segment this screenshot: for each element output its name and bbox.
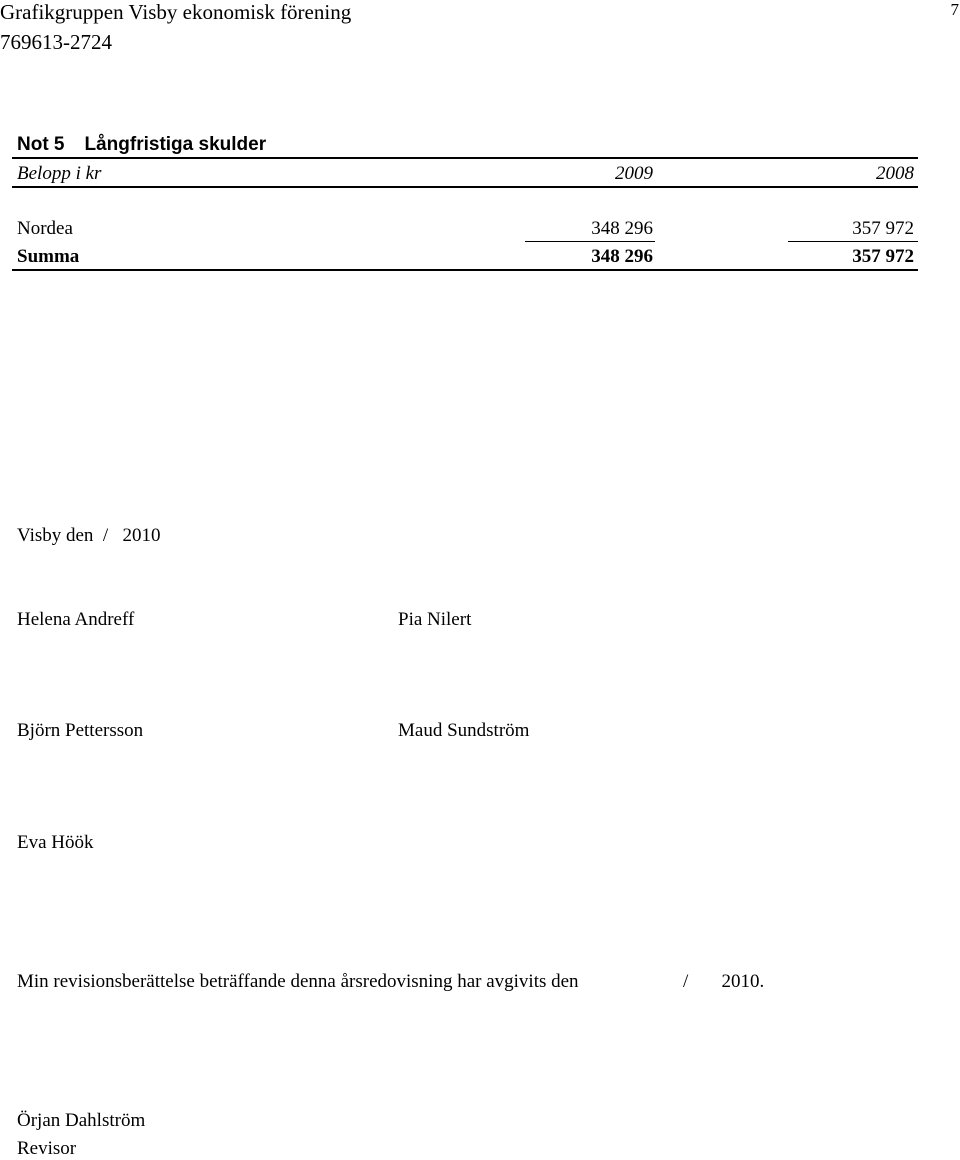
auditor-name: Örjan Dahlström [17,1110,146,1131]
note-title: Långfristiga skulder [84,134,267,155]
row-label-nordea: Nordea [17,218,73,239]
subtotal-rule-2009 [525,241,655,242]
note-number: Not 5 [17,134,65,155]
signatory-name: Pia Nilert [398,609,472,630]
title-rule [12,157,918,159]
auditor-title: Revisor [17,1138,77,1159]
signatory-name: Helena Andreff [17,609,135,630]
column-header-2009: 2009 [615,163,653,184]
company-name: Grafikgruppen Visby ekonomisk förening [0,0,352,24]
subtotal-rule-2008 [788,241,918,242]
audit-statement: Min revisionsberättelse beträffande denna årsredovisning har avgivits den [17,971,579,992]
signatory-name: Eva Höök [17,832,94,853]
row-value-2008: 357 972 [852,218,914,239]
row-value-2009: 348 296 [591,218,653,239]
place-date: Visby den / 2010 [17,525,161,546]
total-value-2008: 357 972 [852,246,914,267]
column-header-2008: 2008 [876,163,914,184]
note-heading [17,133,266,157]
header-rule [12,186,918,188]
page-number: 7 [950,0,959,19]
org-number: 769613-2724 [0,30,112,54]
currency-label: Belopp i kr [17,163,102,184]
total-rule [12,269,918,271]
audit-statement-date: / 2010. [683,971,765,992]
total-label: Summa [17,246,80,267]
signatory-name: Björn Pettersson [17,720,144,741]
signatory-name: Maud Sundström [398,720,530,741]
total-value-2009: 348 296 [591,246,653,267]
